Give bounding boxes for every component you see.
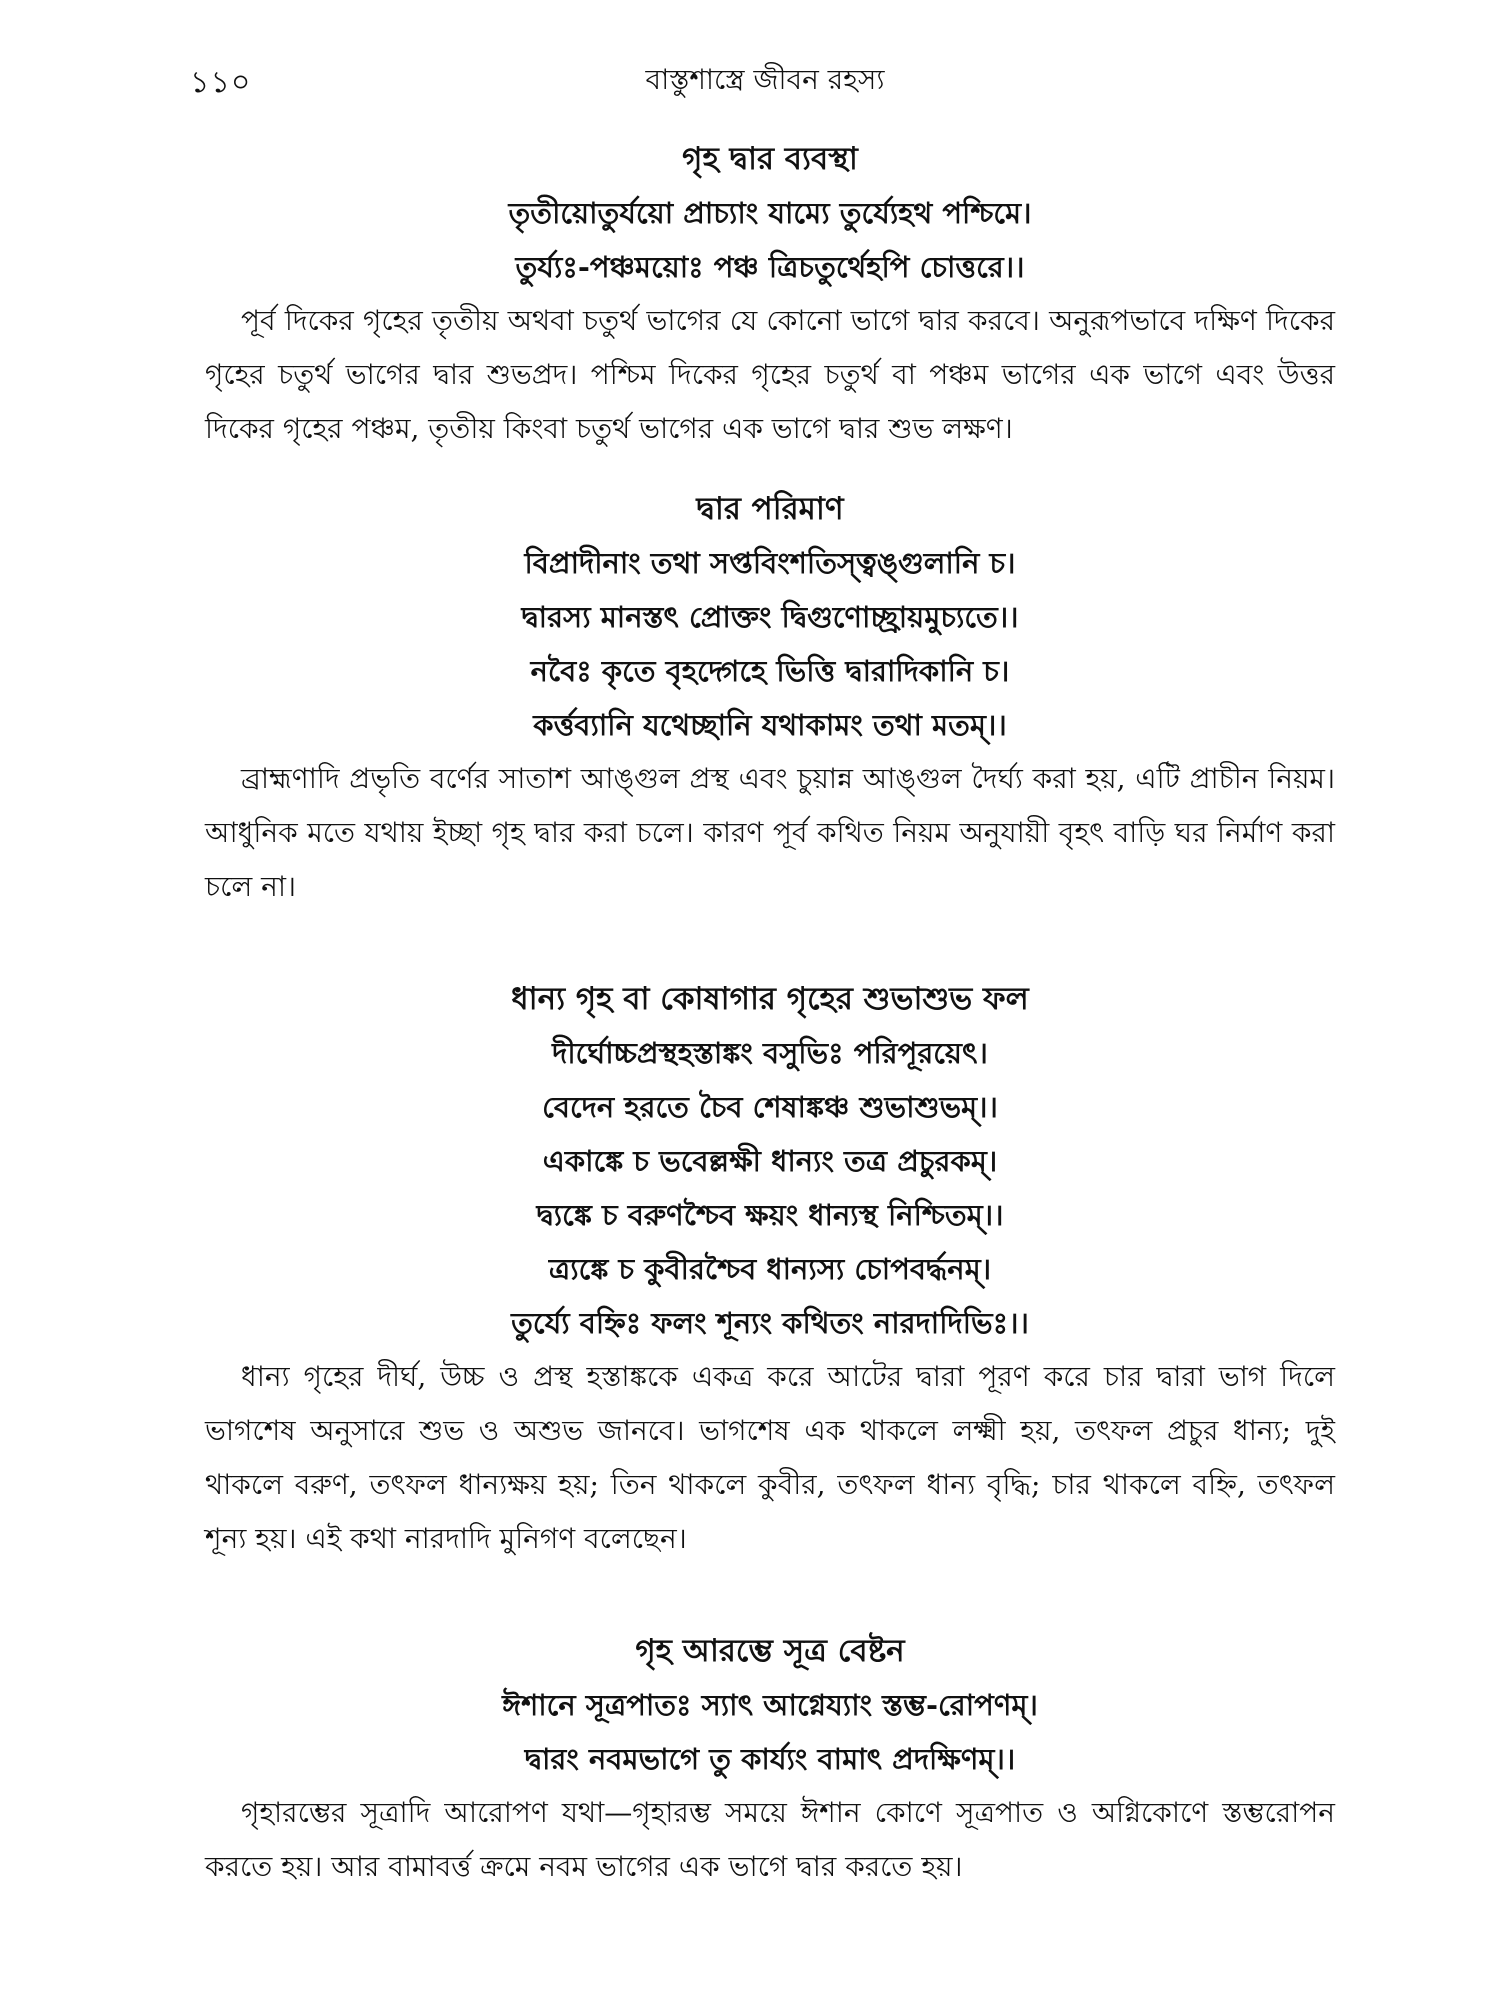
section-title: ধান্য গৃহ বা কোষাগার গৃহের শুভাশুভ ফল <box>511 981 1029 1017</box>
sanskrit-verse-line: ঈশানে সূত্রপাতঃ স্যাৎ আগ্নেয্যাং স্তম্ভ-রোপণম্। <box>502 1688 1038 1722</box>
explanation-paragraph: ব্রাহ্মণাদি প্রভৃতি বর্ণের সাতাশ আঙ্গুল প্রস্থ এবং চুয়ান্ন আঙ্গুল দৈর্ঘ্য করা হয়, এটি প্রাচীন নিয়ম। আধুনিক মতে যথায় ইচ্ছা গৃহ দ্বার করা চলে। কারণ পূর্ব কথিত নিয়ম অনুযায়ী বৃহৎ বাড়ি ঘর নির্মাণ করা চলে না। <box>205 762 1335 903</box>
running-title: বাস্তুশাস্ত্রে জীবন রহস্য <box>645 63 885 96</box>
page-number: ১১০ <box>190 65 252 100</box>
sanskrit-verse-line: একাঙ্কে চ ভবেল্লক্ষী ধান্যং তত্র প্রচুরকম্। <box>542 1144 998 1178</box>
explanation-paragraph: পূর্ব দিকের গৃহের তৃতীয় অথবা চতুর্থ ভাগের যে কোনো ভাগে দ্বার করবে। অনুরূপভাবে দক্ষিণ দিকের গৃহের চতুর্থ ভাগের দ্বার শুভপ্রদ। পশ্চিম দিকের গৃহের চতুর্থ বা পঞ্চম ভাগের এক ভাগে এবং উত্তর দিকের গৃহের পঞ্চম, তৃতীয় কিংবা চতুর্থ ভাগের এক ভাগে দ্বার শুভ লক্ষণ। <box>205 304 1335 445</box>
sanskrit-verse-line: বেদেন হরতে চৈব শেষাঙ্কঞ্চ শুভাশুভম্।। <box>542 1090 998 1124</box>
section-granary-results <box>205 972 1335 1566</box>
sanskrit-verse-line: দীর্ঘোচ্চপ্রস্থহস্তাঙ্কং বসুভিঃ পরিপূরয়েৎ। <box>552 1036 988 1070</box>
explanation-paragraph: ধান্য গৃহের দীর্ঘ, উচ্চ ও প্রস্থ হস্তাঙ্ককে একত্র করে আটের দ্বারা পূরণ করে চার দ্বারা ভাগ দিলে ভাগশেষ অনুসারে শুভ ও অশুভ জানবে। ভাগশেষ এক থাকলে লক্ষ্মী হয়, তৎফল প্রচুর ধান্য; দুই থাকলে বরুণ, তৎফল ধান্যক্ষয় হয়; তিন থাকলে কুবীর, তৎফল ধান্য বৃদ্ধি; চার থাকলে বহ্নি, তৎফল শূন্য হয়। এই কথা নারদাদি মুনিগণ বলেছেন। <box>205 1360 1335 1555</box>
sanskrit-verse-line: কর্ত্তব্যানি যথেচ্ছানি যথাকামং তথা মতম্।। <box>533 708 1007 742</box>
sanskrit-verse-line: তুর্য্যঃ-পঞ্চময়োঃ পঞ্চ ত্রিচতুর্থেহপি চোত্তরে।। <box>515 250 1025 284</box>
section-title: গৃহ দ্বার ব্যবস্থা <box>682 141 858 177</box>
sanskrit-verse-line: তৃতীয়োতুর্যয়ো প্রাচ্যাং যাম্যে তুর্য্যেহথ পশ্চিমে। <box>508 196 1032 230</box>
section-door-measurement <box>205 482 1335 914</box>
sanskrit-verse-line: দ্ব্যঙ্কে চ বরুণশ্চৈব ক্ষয়ং ধান্যস্থ নিশ্চিতম্।। <box>536 1198 1004 1232</box>
sanskrit-verse-line: দ্বারং নবমভাগে তু কার্য্যং বামাৎ প্রদক্ষিণম্।। <box>524 1742 1016 1776</box>
sanskrit-verse-line: ত্র্যঙ্কে চ কুবীরশ্চৈব ধান্যস্য চোপবর্দ্ধনম্। <box>548 1252 992 1286</box>
section-thread-binding <box>205 1624 1335 1894</box>
sanskrit-verse-line: বিপ্রাদীনাং তথা সপ্তবিংশতিস্ত্বঙ্গুলানি চ। <box>524 546 1016 580</box>
section-title: গৃহ আরম্ভে সূত্র বেষ্টন <box>635 1633 905 1669</box>
section-title: দ্বার পরিমাণ <box>696 491 844 527</box>
page-content <box>205 132 1335 1894</box>
explanation-paragraph: গৃহারম্ভের সূত্রাদি আরোপণ যথা—গৃহারম্ভ সময়ে ঈশান কোণে সূত্রপাত ও অগ্নিকোণে স্তম্ভরোপন করতে হয়। আর বামাবর্ত্ত ক্রমে নবম ভাগের এক ভাগে দ্বার করতে হয়। <box>205 1796 1335 1883</box>
page-header <box>190 58 1340 102</box>
sanskrit-verse-line: নবৈঃ কৃতে বৃহদ্গেহে ভিত্তি দ্বারাদিকানি চ। <box>530 654 1010 688</box>
section-door-arrangement <box>205 132 1335 456</box>
sanskrit-verse-line: দ্বারস্য মানস্তৎ প্রোক্তং দ্বিগুণোচ্ছ্রায়মুচ্যতে।। <box>521 600 1019 634</box>
sanskrit-verse-line: তুর্য্যে বহ্নিঃ ফলং শূন্যং কথিতং নারদাদিভিঃ।। <box>511 1306 1029 1340</box>
